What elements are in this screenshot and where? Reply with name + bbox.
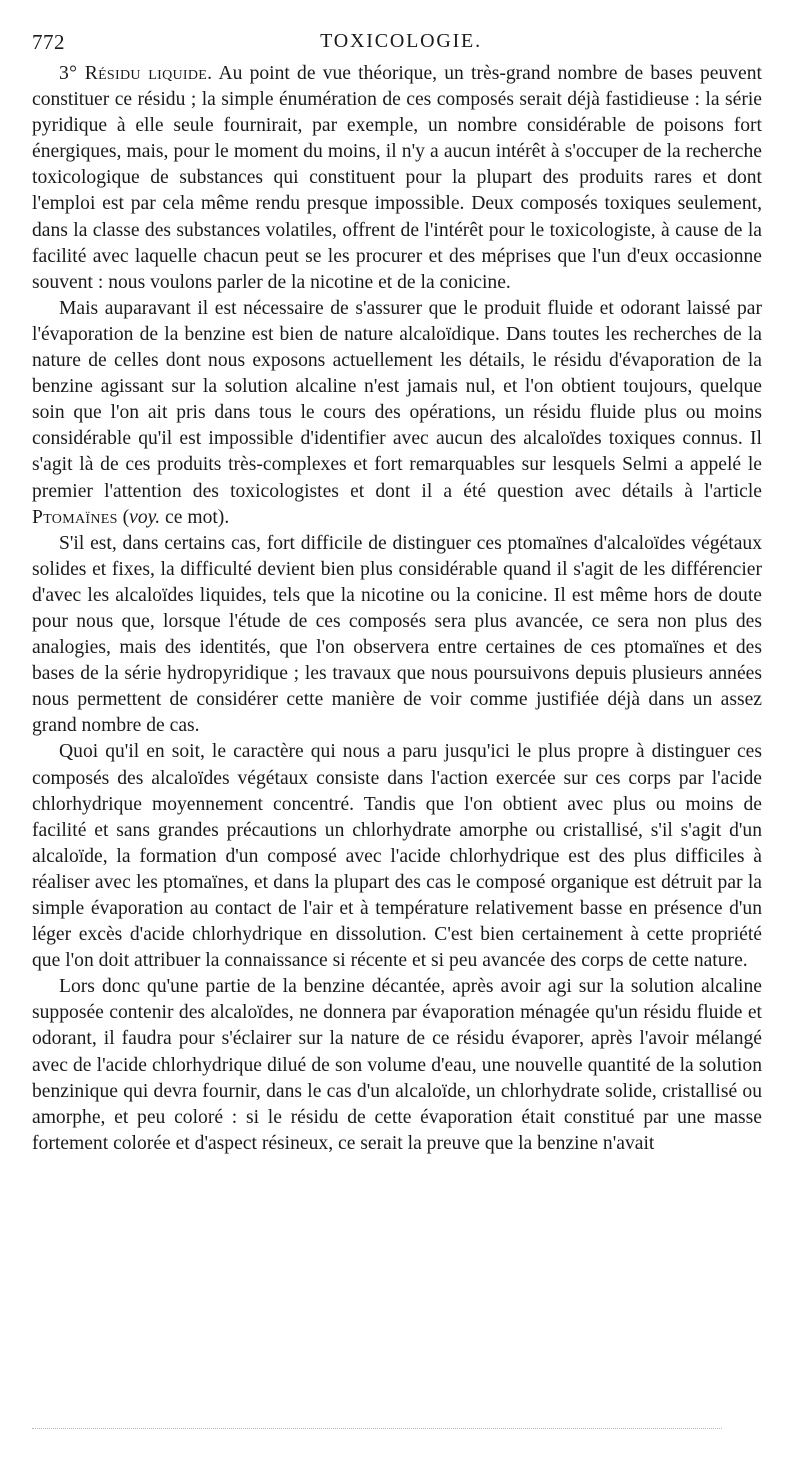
paragraph-residu-liquide [32,61,762,296]
paragraph-text: ( [117,506,130,528]
italic-reference: voy. [129,506,161,528]
body-text [32,61,762,1157]
page-number: 772 [32,30,65,54]
paragraph-text: Mais auparavant il est nécessaire de s'assurer que le produit fluide et odorant laissé par l'évaporation de la benzine est bien de nature alcaloïdique. Dans toutes les recherches de la nature de celles dont nous exposons actuellement les détails, le résidu d'évaporation de la benzine agissant sur la solution alcaline n'est jamais nul, et l'on obtient toujours, quelque soin que l'on ait pris dans tous le cours des opérations, un résidu fluide plus ou moins considérable qu'il est impossible d'identifier avec aucun des alcaloïdes toxiques connus. Il s'agit là de ces produits très-complexes et fort remarquables sur lesquels Selmi a appelé le premier l'attention des toxicologistes et dont il a été question avec détails à l'article [32,297,762,502]
paragraph-text: Lors donc qu'une partie de la benzine décantée, après avoir agi sur la solution alcaline supposée contenir des alcaloïdes, ne donnera par évaporation ménagée qu'un résidu fluide et odorant, il faudra pour s'éclairer sur la nature de ce résidu évaporer, après l'avoir mélangé avec de l'acide chlorhydrique dilué de son volume d'eau, une nouvelle quantité de la solution benzinique qui devra fournir, dans le cas d'un alcaloïde, un chlorhydrate solide, cristallisé ou amorphe, et peu coloré : si le résidu de cette évaporation était constitué par une masse fortement colorée et d'aspect résineux, ce serait la preuve que la benzine n'avait [32,976,762,1154]
paragraph-auparavant [32,296,762,531]
paragraph-text: Au point de vue théorique, un très-grand nombre de bases peuvent constituer ce résidu ; la simple énumération de ces composés serait déjà fastidieuse : la série pyridique à elle seule fournirait, par exemple, un nombre considérable de poisons fort énergiques, mais, pour le moment du moins, il n'y a aucun intérêt à s'occuper de la recherche toxicologique de substances qui constituent pour la plupart des produits rares et dont l'emploi est par cela même rendu presque impossible. Deux composés toxiques seulement, dans la classe des substances volatiles, offrent de l'intérêt pour le toxicologiste, à cause de la facilité avec laquelle chacun peut se les procurer et des méprises que l'un d'eux occasionne souvent : nous voulons parler de la nicotine et de la conicine. [32,63,762,293]
footer-rule [32,1428,722,1429]
paragraph-text: S'il est, dans certains cas, fort difficile de distinguer ces ptomaïnes d'alcaloïdes végétaux solides et fixes, la difficulté devient bien plus considérable quand il s'agit de les différencier d'avec les alcaloïdes liquides, tels que la nicotine ou la conicine. Il est même hors de doute pour nous que, lorsque l'étude de ces composés sera plus avancée, ce sera non plus des analogies, mais des identités, que l'on observera entre certaines de ces ptomaïnes et des bases de la série hydropyridique ; les travaux que nous poursuivons depuis plusieurs années nous permettent de considérer cette manière de voir comme justifiée déjà dans un assez grand nombre de cas. [32,532,762,737]
section-heading: 3° Résidu liquide. [59,63,213,84]
paragraph-acide-chlorhydrique [32,739,762,974]
cross-reference: Ptomaïnes [32,506,118,528]
paragraph-ptomaines [32,531,762,740]
page-title: TOXICOLOGIE. [320,30,482,52]
paragraph-benzine-decantee [32,974,762,1157]
paragraph-text: ce mot). [160,506,230,528]
running-head [32,30,770,56]
paragraph-text: Quoi qu'il en soit, le caractère qui nous a paru jusqu'ici le plus propre à distinguer ces composés des alcaloïdes végétaux consiste dans l'action exercée sur ces corps par l'acide chlorhydrique moyennement concentré. Tandis que l'on obtient avec plus ou moins de facilité et sans grandes précautions un chlorhydrate amorphe ou cristallisé, s'il s'agit d'un alcaloïde, la formation d'un composé avec l'acide chlorhydrique est des plus difficiles à réaliser avec les ptomaïnes, et dans la plupart des cas le composé organique est détruit par la simple évaporation au contact de l'air et à température relativement basse en présence d'un léger excès d'acide chlorhydrique en dissolution. C'est bien certainement à cette propriété que l'on doit attribuer la connaissance si récente et si peu avancée des corps de cette nature. [32,741,762,972]
